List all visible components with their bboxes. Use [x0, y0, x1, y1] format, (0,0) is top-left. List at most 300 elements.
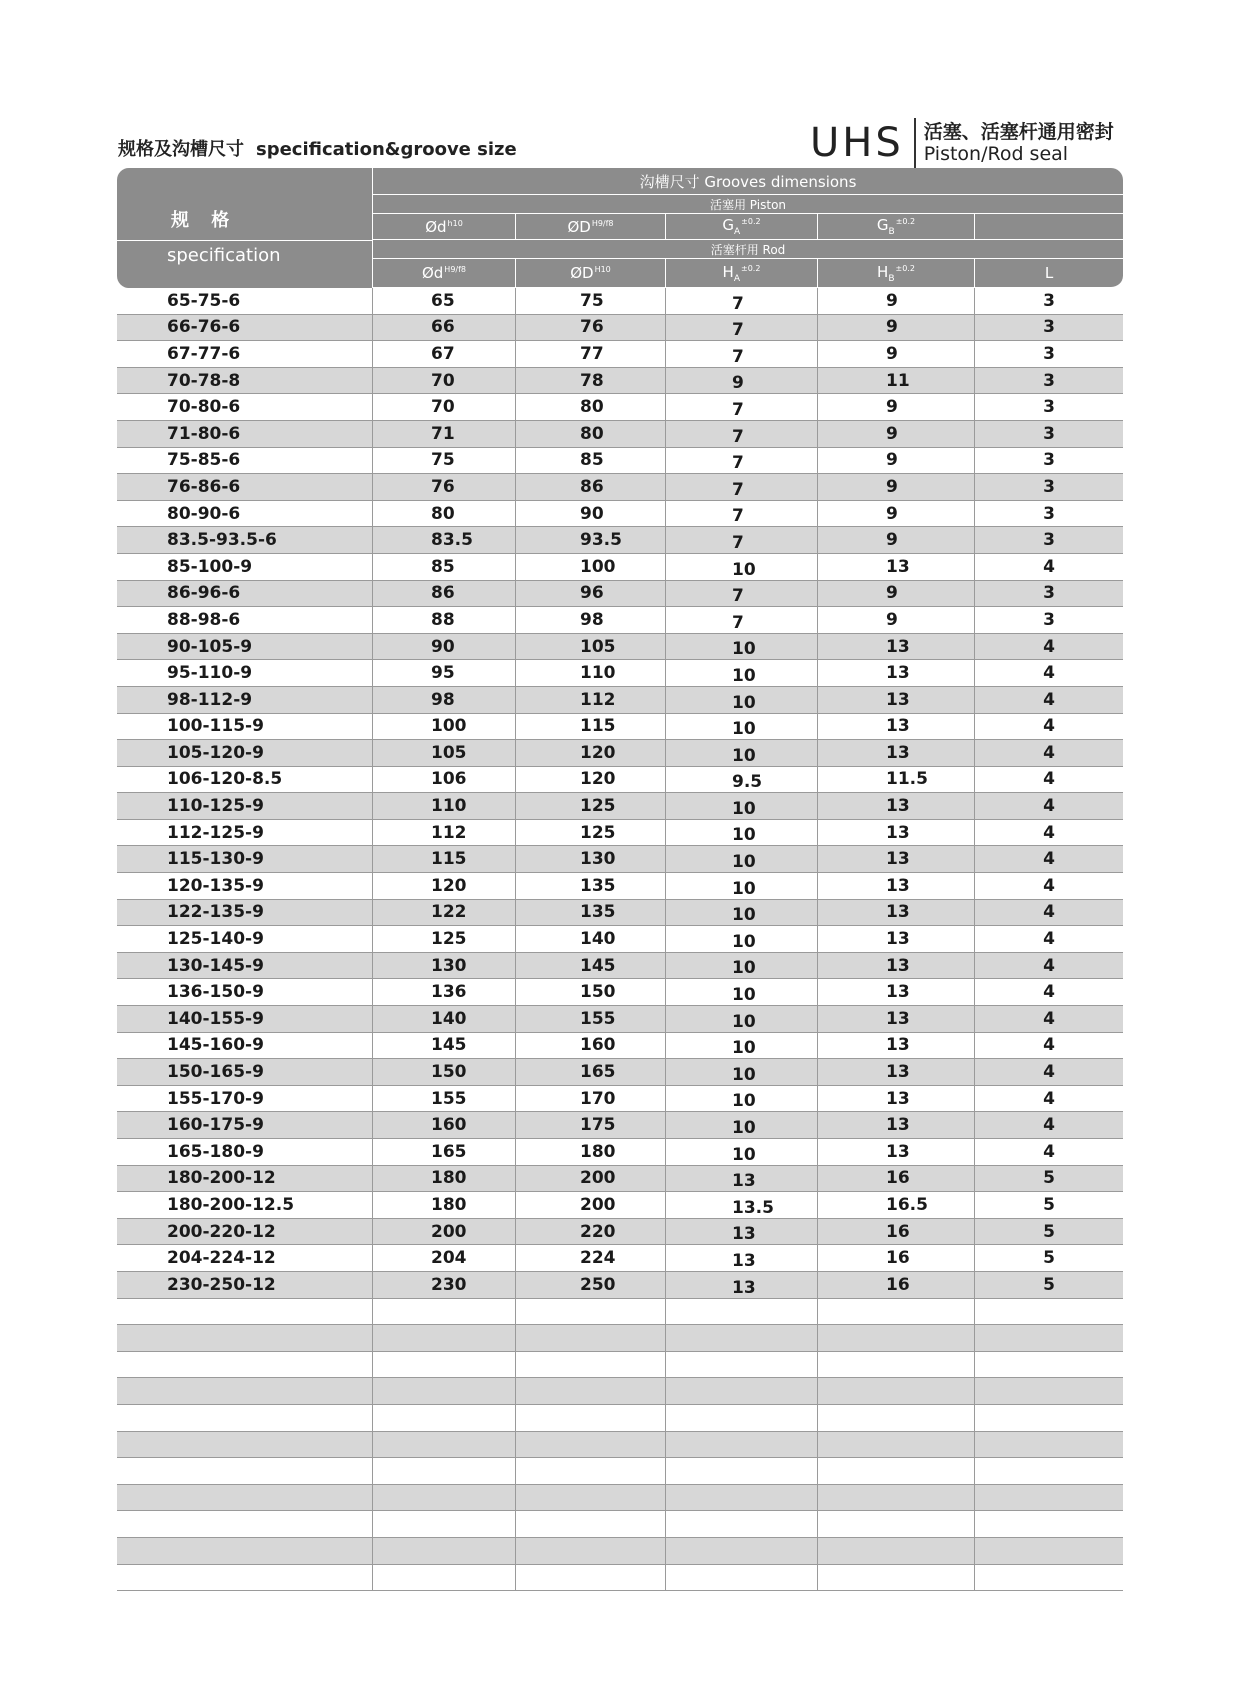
empty-cell — [373, 1405, 516, 1432]
table-cell: 165-180-9 — [117, 1139, 373, 1166]
table-cell: 65 — [373, 288, 516, 315]
table-cell: 13 — [818, 979, 975, 1006]
empty-cell — [975, 1299, 1123, 1326]
table-cell: 65-75-6 — [117, 288, 373, 315]
table-cell: 70-80-6 — [117, 394, 373, 421]
tolerance-superscript: h10 — [447, 218, 463, 228]
table-cell: 150-165-9 — [117, 1059, 373, 1086]
table-cell: 160-175-9 — [117, 1112, 373, 1139]
table-cell: 10 — [666, 979, 818, 1006]
table-row — [117, 581, 1123, 608]
table-cell: 135 — [516, 900, 666, 927]
empty-row — [117, 1352, 1123, 1379]
table-cell: 115-130-9 — [117, 846, 373, 873]
table-cell: 5 — [975, 1192, 1123, 1219]
table-cell: 120 — [516, 740, 666, 767]
table-cell: 67-77-6 — [117, 341, 373, 368]
table-cell: 145-160-9 — [117, 1033, 373, 1060]
table-cell: 78 — [516, 368, 666, 395]
grooves-header: 沟槽尺寸 Grooves dimensions — [373, 168, 1123, 195]
table-cell: 155-170-9 — [117, 1086, 373, 1113]
table-cell: 13 — [818, 1059, 975, 1086]
empty-cell — [975, 1325, 1123, 1352]
table-cell: 9 — [818, 607, 975, 634]
table-row — [117, 288, 1123, 315]
column-symbol — [818, 214, 975, 240]
symbol-letter: G — [876, 216, 889, 234]
empty-cell — [373, 1299, 516, 1326]
table-cell: 10 — [666, 687, 818, 714]
empty-cell — [373, 1325, 516, 1352]
table-cell: 250 — [516, 1272, 666, 1299]
table-cell: 4 — [975, 979, 1123, 1006]
empty-row — [117, 1432, 1123, 1459]
table-cell: 100 — [516, 554, 666, 581]
table-cell: 13 — [666, 1245, 818, 1272]
empty-cell — [373, 1432, 516, 1459]
table-cell: 4 — [975, 1059, 1123, 1086]
empty-row — [117, 1485, 1123, 1512]
table-cell: 155 — [516, 1006, 666, 1033]
table-cell: 4 — [975, 900, 1123, 927]
table-cell: 11 — [818, 368, 975, 395]
table-cell: 9 — [818, 474, 975, 501]
table-cell: 165 — [373, 1139, 516, 1166]
table-cell: 13 — [818, 714, 975, 741]
table-cell: 67 — [373, 341, 516, 368]
table-cell: 175 — [516, 1112, 666, 1139]
table-cell: 4 — [975, 873, 1123, 900]
empty-row — [117, 1299, 1123, 1326]
table-row — [117, 634, 1123, 661]
table-cell: 95-110-9 — [117, 660, 373, 687]
table-cell: 70 — [373, 368, 516, 395]
table-cell: 70 — [373, 394, 516, 421]
empty-cell — [117, 1325, 373, 1352]
empty-cell — [818, 1352, 975, 1379]
table-row — [117, 501, 1123, 528]
table-cell: 7 — [666, 501, 818, 528]
table-cell: 13 — [818, 900, 975, 927]
table-cell: 130 — [516, 846, 666, 873]
table-cell: 130-145-9 — [117, 953, 373, 980]
spec-header-cn: 规 格 — [171, 210, 238, 231]
table-cell: 75-85-6 — [117, 448, 373, 475]
table-cell: 76 — [516, 315, 666, 342]
table-cell: 3 — [975, 394, 1123, 421]
symbol-subscript: A — [734, 227, 741, 237]
table-cell: 3 — [975, 315, 1123, 342]
table-row — [117, 873, 1123, 900]
table-cell: 13 — [666, 1272, 818, 1299]
empty-cell — [666, 1432, 818, 1459]
empty-cell — [975, 1432, 1123, 1459]
heading-en: specification&groove size — [256, 139, 517, 160]
empty-cell — [516, 1299, 666, 1326]
table-cell: 120 — [516, 767, 666, 794]
empty-cell — [373, 1378, 516, 1405]
empty-cell — [373, 1485, 516, 1512]
table-cell: 9 — [818, 394, 975, 421]
table-cell: 13 — [818, 740, 975, 767]
tolerance-superscript: H9/f8 — [444, 265, 467, 274]
empty-cell — [516, 1538, 666, 1565]
table-cell: 13 — [818, 660, 975, 687]
column-symbol — [818, 259, 975, 288]
table-cell: 86-96-6 — [117, 581, 373, 608]
table-row — [117, 1059, 1123, 1086]
table-cell: 10 — [666, 1086, 818, 1113]
table-cell: 4 — [975, 820, 1123, 847]
empty-cell — [818, 1405, 975, 1432]
empty-cell — [818, 1299, 975, 1326]
spec-header-en: specification — [167, 245, 281, 266]
table-cell: 136 — [373, 979, 516, 1006]
table-cell: 70-78-8 — [117, 368, 373, 395]
table-cell: 4 — [975, 1139, 1123, 1166]
table-cell: 98 — [373, 687, 516, 714]
empty-cell — [117, 1378, 373, 1405]
table-cell: 180-200-12 — [117, 1166, 373, 1193]
empty-cell — [975, 1485, 1123, 1512]
table-cell: 145 — [516, 953, 666, 980]
table-row — [117, 714, 1123, 741]
empty-cell — [975, 1565, 1123, 1592]
table-cell: 80 — [373, 501, 516, 528]
table-row — [117, 953, 1123, 980]
table-cell: 16 — [818, 1245, 975, 1272]
table-row — [117, 687, 1123, 714]
table-cell: 110 — [373, 793, 516, 820]
column-symbol — [666, 214, 818, 240]
table-cell: 13 — [818, 953, 975, 980]
table-cell: 10 — [666, 740, 818, 767]
table-cell: 13 — [818, 554, 975, 581]
piston-header: 活塞用 Piston — [373, 195, 1123, 214]
table-cell: 13.5 — [666, 1192, 818, 1219]
symbol-letter: ØD — [570, 264, 594, 282]
spec-table-header — [117, 168, 1123, 288]
table-cell: 9 — [818, 448, 975, 475]
table-cell: 75 — [373, 448, 516, 475]
table-row — [117, 368, 1123, 395]
column-symbol — [666, 259, 818, 288]
table-cell: 71 — [373, 421, 516, 448]
symbol-letter: H — [722, 262, 734, 281]
table-cell: 9 — [818, 527, 975, 554]
empty-cell — [117, 1485, 373, 1512]
table-cell: 80-90-6 — [117, 501, 373, 528]
table-cell: 160 — [516, 1033, 666, 1060]
empty-row — [117, 1511, 1123, 1538]
table-cell: 4 — [975, 926, 1123, 953]
table-cell: 90 — [373, 634, 516, 661]
table-cell: 4 — [975, 793, 1123, 820]
empty-cell — [818, 1432, 975, 1459]
table-cell: 112 — [373, 820, 516, 847]
empty-row — [117, 1565, 1123, 1592]
table-cell: 200 — [373, 1219, 516, 1246]
table-cell: 7 — [666, 288, 818, 315]
product-code: UHS — [810, 118, 916, 168]
table-cell: 88 — [373, 607, 516, 634]
table-cell: 3 — [975, 448, 1123, 475]
table-cell: 4 — [975, 767, 1123, 794]
table-row — [117, 1245, 1123, 1272]
table-cell: 90 — [516, 501, 666, 528]
table-cell: 96 — [516, 581, 666, 608]
table-row — [117, 554, 1123, 581]
table-cell: 16 — [818, 1166, 975, 1193]
table-cell: 3 — [975, 581, 1123, 608]
table-cell: 100-115-9 — [117, 714, 373, 741]
column-symbol — [373, 214, 516, 240]
symbol-subscript: B — [888, 273, 895, 284]
table-cell: 77 — [516, 341, 666, 368]
empty-cell — [516, 1565, 666, 1592]
product-title-block — [810, 118, 1114, 168]
empty-row — [117, 1538, 1123, 1565]
table-row — [117, 926, 1123, 953]
table-cell: 145 — [373, 1033, 516, 1060]
empty-cell — [516, 1485, 666, 1512]
table-cell: 13 — [818, 846, 975, 873]
table-cell: 160 — [373, 1112, 516, 1139]
product-title-cn: 活塞、活塞杆通用密封 — [923, 121, 1114, 143]
empty-cell — [666, 1565, 818, 1592]
table-cell: 75 — [516, 288, 666, 315]
table-cell: 90-105-9 — [117, 634, 373, 661]
empty-cell — [373, 1458, 516, 1485]
empty-row — [117, 1458, 1123, 1485]
table-row — [117, 527, 1123, 554]
table-cell: 150 — [373, 1059, 516, 1086]
table-cell: 4 — [975, 953, 1123, 980]
empty-cell — [117, 1405, 373, 1432]
table-cell: 4 — [975, 740, 1123, 767]
table-cell: 3 — [975, 421, 1123, 448]
empty-cell — [373, 1511, 516, 1538]
table-cell: 10 — [666, 554, 818, 581]
symbol-subscript: A — [733, 273, 740, 284]
table-cell: 3 — [975, 607, 1123, 634]
table-cell: 170 — [516, 1086, 666, 1113]
table-row — [117, 448, 1123, 475]
empty-cell — [373, 1565, 516, 1592]
empty-cell — [666, 1299, 818, 1326]
table-cell: 7 — [666, 581, 818, 608]
table-cell: 4 — [975, 1033, 1123, 1060]
table-cell: 16.5 — [818, 1192, 975, 1219]
table-cell: 10 — [666, 714, 818, 741]
column-symbol-empty — [975, 214, 1123, 240]
table-cell: 136-150-9 — [117, 979, 373, 1006]
table-cell: 120-135-9 — [117, 873, 373, 900]
table-cell: 125 — [373, 926, 516, 953]
table-cell: 13 — [666, 1219, 818, 1246]
table-cell: 85-100-9 — [117, 554, 373, 581]
table-cell: 7 — [666, 421, 818, 448]
table-cell: 125-140-9 — [117, 926, 373, 953]
empty-cell — [666, 1511, 818, 1538]
empty-cell — [666, 1538, 818, 1565]
table-row — [117, 820, 1123, 847]
table-cell: 204-224-12 — [117, 1245, 373, 1272]
empty-cell — [516, 1458, 666, 1485]
table-row — [117, 1033, 1123, 1060]
empty-cell — [117, 1458, 373, 1485]
table-cell: 76-86-6 — [117, 474, 373, 501]
table-cell: 13 — [818, 1033, 975, 1060]
table-cell: 115 — [373, 846, 516, 873]
table-row — [117, 1272, 1123, 1299]
table-cell: 83.5 — [373, 527, 516, 554]
empty-row — [117, 1325, 1123, 1352]
table-cell: 10 — [666, 660, 818, 687]
table-cell: 105-120-9 — [117, 740, 373, 767]
table-row — [117, 793, 1123, 820]
empty-cell — [117, 1565, 373, 1592]
table-cell: 93.5 — [516, 527, 666, 554]
table-cell: 88-98-6 — [117, 607, 373, 634]
table-cell: 180 — [516, 1139, 666, 1166]
spec-column-header — [117, 168, 373, 288]
table-row — [117, 740, 1123, 767]
table-cell: 98 — [516, 607, 666, 634]
empty-cell — [117, 1299, 373, 1326]
spec-header-divider — [117, 240, 372, 241]
empty-cell — [117, 1511, 373, 1538]
empty-cell — [975, 1458, 1123, 1485]
symbol-subscript: B — [888, 227, 895, 237]
table-cell: 115 — [516, 714, 666, 741]
table-cell: 7 — [666, 315, 818, 342]
table-cell: 86 — [516, 474, 666, 501]
table-cell: 204 — [373, 1245, 516, 1272]
table-cell: 140-155-9 — [117, 1006, 373, 1033]
heading-cn: 规格及沟槽尺寸 — [118, 139, 244, 160]
empty-row — [117, 1405, 1123, 1432]
table-cell: 71-80-6 — [117, 421, 373, 448]
table-cell: 66 — [373, 315, 516, 342]
empty-cell — [117, 1432, 373, 1459]
table-cell: 98-112-9 — [117, 687, 373, 714]
table-cell: 10 — [666, 1139, 818, 1166]
table-cell: 155 — [373, 1086, 516, 1113]
symbol-letter: Ød — [425, 217, 447, 236]
table-cell: 5 — [975, 1219, 1123, 1246]
table-cell: 112 — [516, 687, 666, 714]
table-cell: 122-135-9 — [117, 900, 373, 927]
empty-cell — [975, 1405, 1123, 1432]
empty-cell — [666, 1458, 818, 1485]
table-cell: 86 — [373, 581, 516, 608]
empty-cell — [818, 1565, 975, 1592]
table-cell: 83.5-93.5-6 — [117, 527, 373, 554]
table-cell: 10 — [666, 1112, 818, 1139]
table-cell: 10 — [666, 873, 818, 900]
table-row — [117, 1086, 1123, 1113]
table-cell: 9 — [818, 315, 975, 342]
table-cell: 4 — [975, 1112, 1123, 1139]
table-row — [117, 979, 1123, 1006]
table-cell: 10 — [666, 820, 818, 847]
table-cell: 9 — [818, 341, 975, 368]
table-row — [117, 767, 1123, 794]
spec-table — [117, 168, 1123, 1591]
table-cell: 11.5 — [818, 767, 975, 794]
table-cell: 7 — [666, 527, 818, 554]
table-cell: 13 — [818, 1086, 975, 1113]
column-symbol — [516, 259, 666, 288]
table-cell: 9 — [818, 501, 975, 528]
tolerance-superscript: ±0.2 — [741, 263, 761, 273]
table-row — [117, 607, 1123, 634]
table-cell: 4 — [975, 634, 1123, 661]
table-row — [117, 846, 1123, 873]
table-cell: 13 — [818, 820, 975, 847]
table-cell: 13 — [818, 873, 975, 900]
table-cell: 9.5 — [666, 767, 818, 794]
table-cell: 180-200-12.5 — [117, 1192, 373, 1219]
table-cell: 13 — [818, 926, 975, 953]
tolerance-superscript: ±0.2 — [895, 217, 916, 226]
table-cell: 16 — [818, 1219, 975, 1246]
table-cell: 13 — [818, 1006, 975, 1033]
symbol-letter: L — [1044, 264, 1054, 282]
product-title-en: Piston/Rod seal — [923, 143, 1069, 165]
table-cell: 135 — [516, 873, 666, 900]
table-cell: 112-125-9 — [117, 820, 373, 847]
table-cell: 85 — [373, 554, 516, 581]
table-row — [117, 341, 1123, 368]
empty-cell — [818, 1511, 975, 1538]
empty-cell — [516, 1378, 666, 1405]
table-cell: 13 — [818, 634, 975, 661]
table-cell: 106 — [373, 767, 516, 794]
empty-cell — [516, 1511, 666, 1538]
tolerance-superscript: ±0.2 — [741, 217, 761, 226]
table-row — [117, 1219, 1123, 1246]
table-cell: 3 — [975, 288, 1123, 315]
table-cell: 9 — [818, 421, 975, 448]
table-cell: 7 — [666, 607, 818, 634]
table-cell: 220 — [516, 1219, 666, 1246]
table-cell: 3 — [975, 527, 1123, 554]
table-cell: 4 — [975, 660, 1123, 687]
table-cell: 7 — [666, 448, 818, 475]
table-cell: 9 — [818, 288, 975, 315]
table-cell: 66-76-6 — [117, 315, 373, 342]
table-cell: 4 — [975, 554, 1123, 581]
table-cell: 224 — [516, 1245, 666, 1272]
table-cell: 4 — [975, 1006, 1123, 1033]
table-cell: 10 — [666, 900, 818, 927]
empty-cell — [666, 1378, 818, 1405]
table-cell: 10 — [666, 953, 818, 980]
page-heading — [118, 135, 517, 161]
empty-cell — [818, 1458, 975, 1485]
empty-cell — [818, 1485, 975, 1512]
table-cell: 85 — [516, 448, 666, 475]
table-cell: 165 — [516, 1059, 666, 1086]
empty-cell — [117, 1538, 373, 1565]
table-cell: 7 — [666, 474, 818, 501]
table-row — [117, 394, 1123, 421]
table-cell: 13 — [666, 1166, 818, 1193]
empty-cell — [666, 1352, 818, 1379]
table-cell: 3 — [975, 474, 1123, 501]
